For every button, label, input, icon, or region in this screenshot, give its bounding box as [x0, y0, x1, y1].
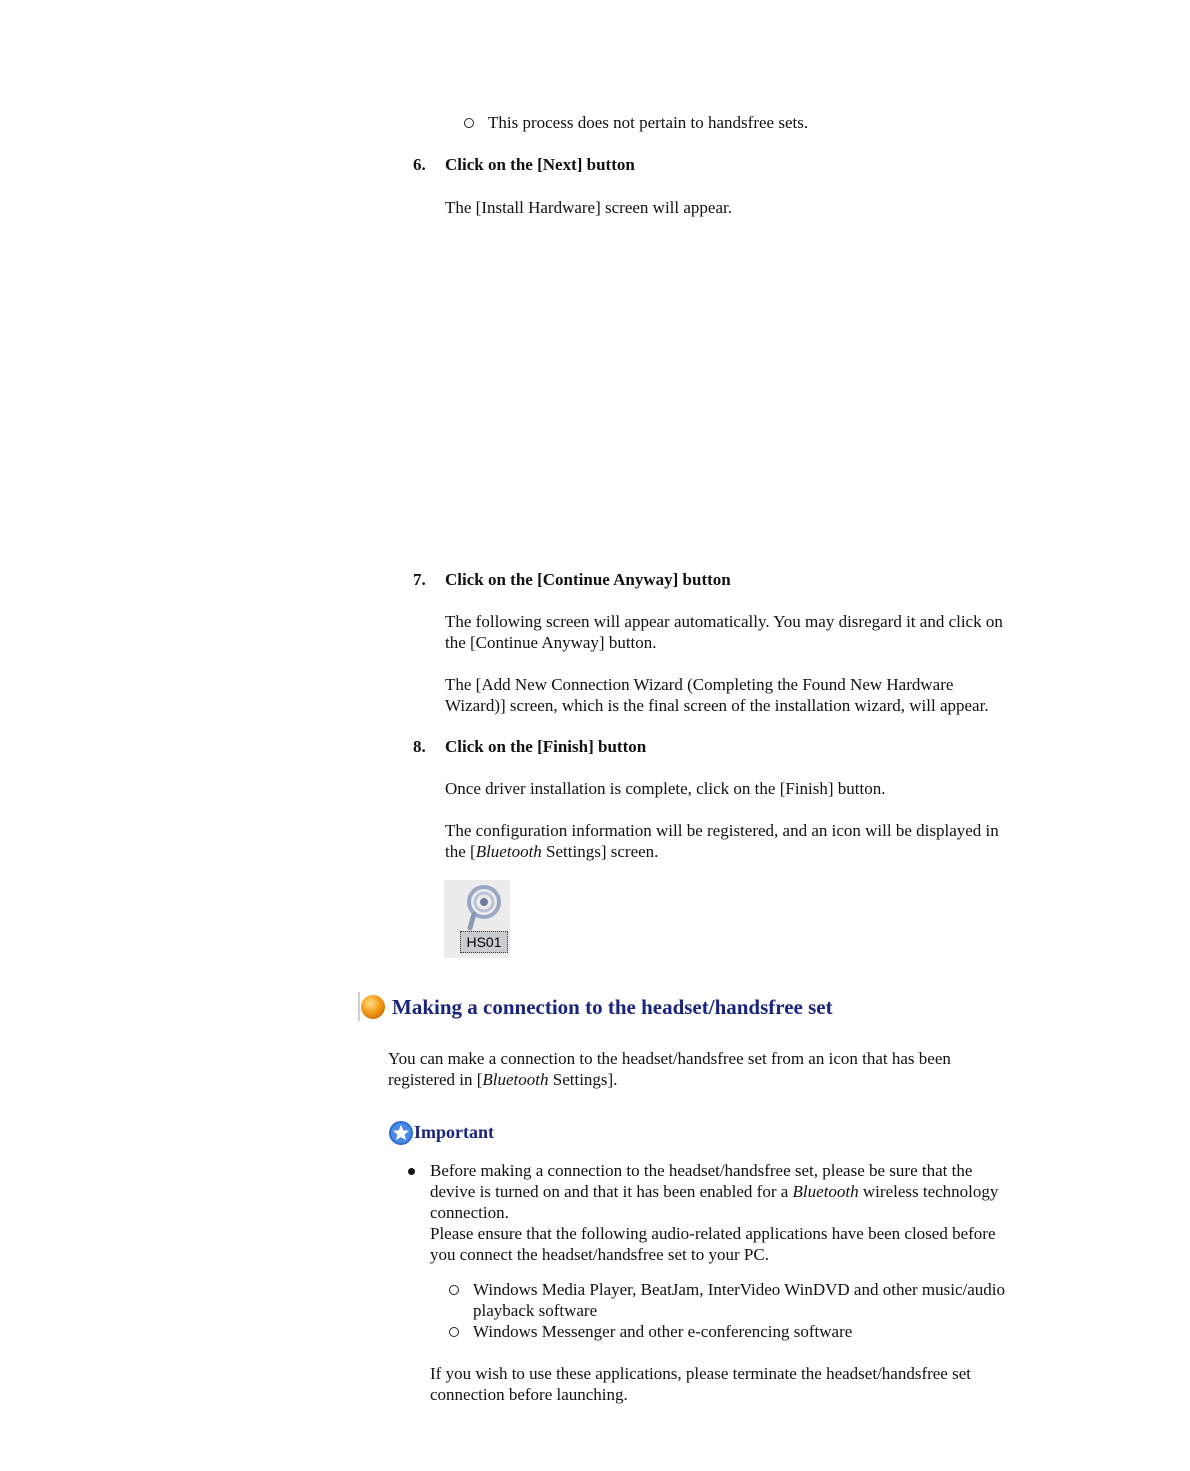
important-bullet	[408, 1160, 1110, 1265]
important-line	[430, 1181, 1110, 1202]
step-8-title-text: Click on the [Finish] button	[445, 737, 647, 756]
step-7-para-2-line: The [Add New Connection Wizard (Completing the Found New Hardware	[445, 675, 954, 694]
step-7-para-1-line: The following screen will appear automatically. You may disregard it and click on	[445, 612, 1003, 631]
step-8-para-2	[445, 820, 999, 862]
important-line: Before making a connection to the headset/handsfree set, please be sure that the	[430, 1161, 973, 1180]
circle-bullet-icon	[464, 118, 474, 128]
step-7-number: 7.	[413, 570, 426, 589]
important-line: Please ensure that the following audio-related applications have been closed before	[430, 1224, 996, 1243]
step-6-body: The [Install Hardware] screen will appear.	[445, 198, 732, 217]
circle-bullet-icon	[449, 1327, 459, 1337]
section-intro-line	[388, 1069, 951, 1090]
section-intro-line: You can make a connection to the headset/handsfree set from an icon that has been	[388, 1049, 951, 1068]
step-6-title-text: Click on the [Next] button	[445, 155, 635, 174]
text-segment: wireless technology	[858, 1182, 999, 1201]
bluetooth-italic: Bluetooth	[792, 1182, 859, 1201]
headset-icon	[444, 880, 510, 932]
step-7-para-1	[445, 611, 1003, 653]
step-8-para-2-line	[445, 841, 999, 862]
important-star-icon	[388, 1120, 414, 1146]
closing-line: If you wish to use these applications, please terminate the headset/handsfree set	[430, 1364, 971, 1383]
step-7-para-2-line: Wizard)] screen, which is the final screen of the installation wizard, will appear.	[445, 696, 989, 715]
intro-note-text: This process does not pertain to handsfree sets.	[488, 113, 809, 132]
important-line: connection.	[430, 1203, 509, 1222]
closing-line: connection before launching.	[430, 1385, 628, 1404]
step-6-number: 6.	[413, 155, 426, 174]
step-7-para-2	[445, 674, 989, 716]
text-segment: devive is turned on and that it has been enabled for a	[430, 1182, 793, 1201]
step-8-number: 8.	[413, 737, 426, 756]
section-intro	[388, 1048, 951, 1090]
hs01-label: HS01	[460, 931, 508, 953]
text-segment: registered in [	[388, 1070, 483, 1089]
important-line: you connect the headset/handsfree set to your PC.	[430, 1245, 769, 1264]
text-segment: Settings].	[548, 1070, 618, 1089]
sub-bullet-line: playback software	[473, 1301, 598, 1320]
bullet-dot-icon	[408, 1168, 415, 1175]
intro-note	[464, 112, 1108, 133]
bluetooth-italic: Bluetooth	[475, 842, 542, 861]
sub-bullet-2	[449, 1321, 1113, 1342]
step-8-title	[413, 736, 646, 757]
text-segment: Settings] screen.	[541, 842, 659, 861]
sub-bullet-1	[449, 1279, 1113, 1321]
step-7-para-1-line: the [Continue Anyway] button.	[445, 633, 657, 652]
closing-note	[430, 1363, 971, 1405]
step-7-title-text: Click on the [Continue Anyway] button	[445, 570, 731, 589]
step-7-title	[413, 569, 731, 590]
orange-orb-icon	[360, 994, 386, 1020]
step-6-title	[413, 154, 635, 175]
bluetooth-italic: Bluetooth	[482, 1070, 549, 1089]
text-segment: the [	[445, 842, 476, 861]
sub-bullet-line: Windows Media Player, BeatJam, InterVideo WinDVD and other music/audio	[473, 1280, 1005, 1299]
headset-device-icon[interactable]	[444, 880, 510, 958]
sub-bullet-line: Windows Messenger and other e-conferencing software	[473, 1322, 853, 1341]
step-8-para-1: Once driver installation is complete, click on the [Finish] button.	[445, 779, 886, 798]
step-8-para-2-line: The configuration information will be registered, and an icon will be displayed in	[445, 821, 999, 840]
circle-bullet-icon	[449, 1285, 459, 1295]
important-label: Important	[414, 1122, 494, 1142]
section-heading: Making a connection to the headset/handsfree set	[392, 995, 833, 1019]
